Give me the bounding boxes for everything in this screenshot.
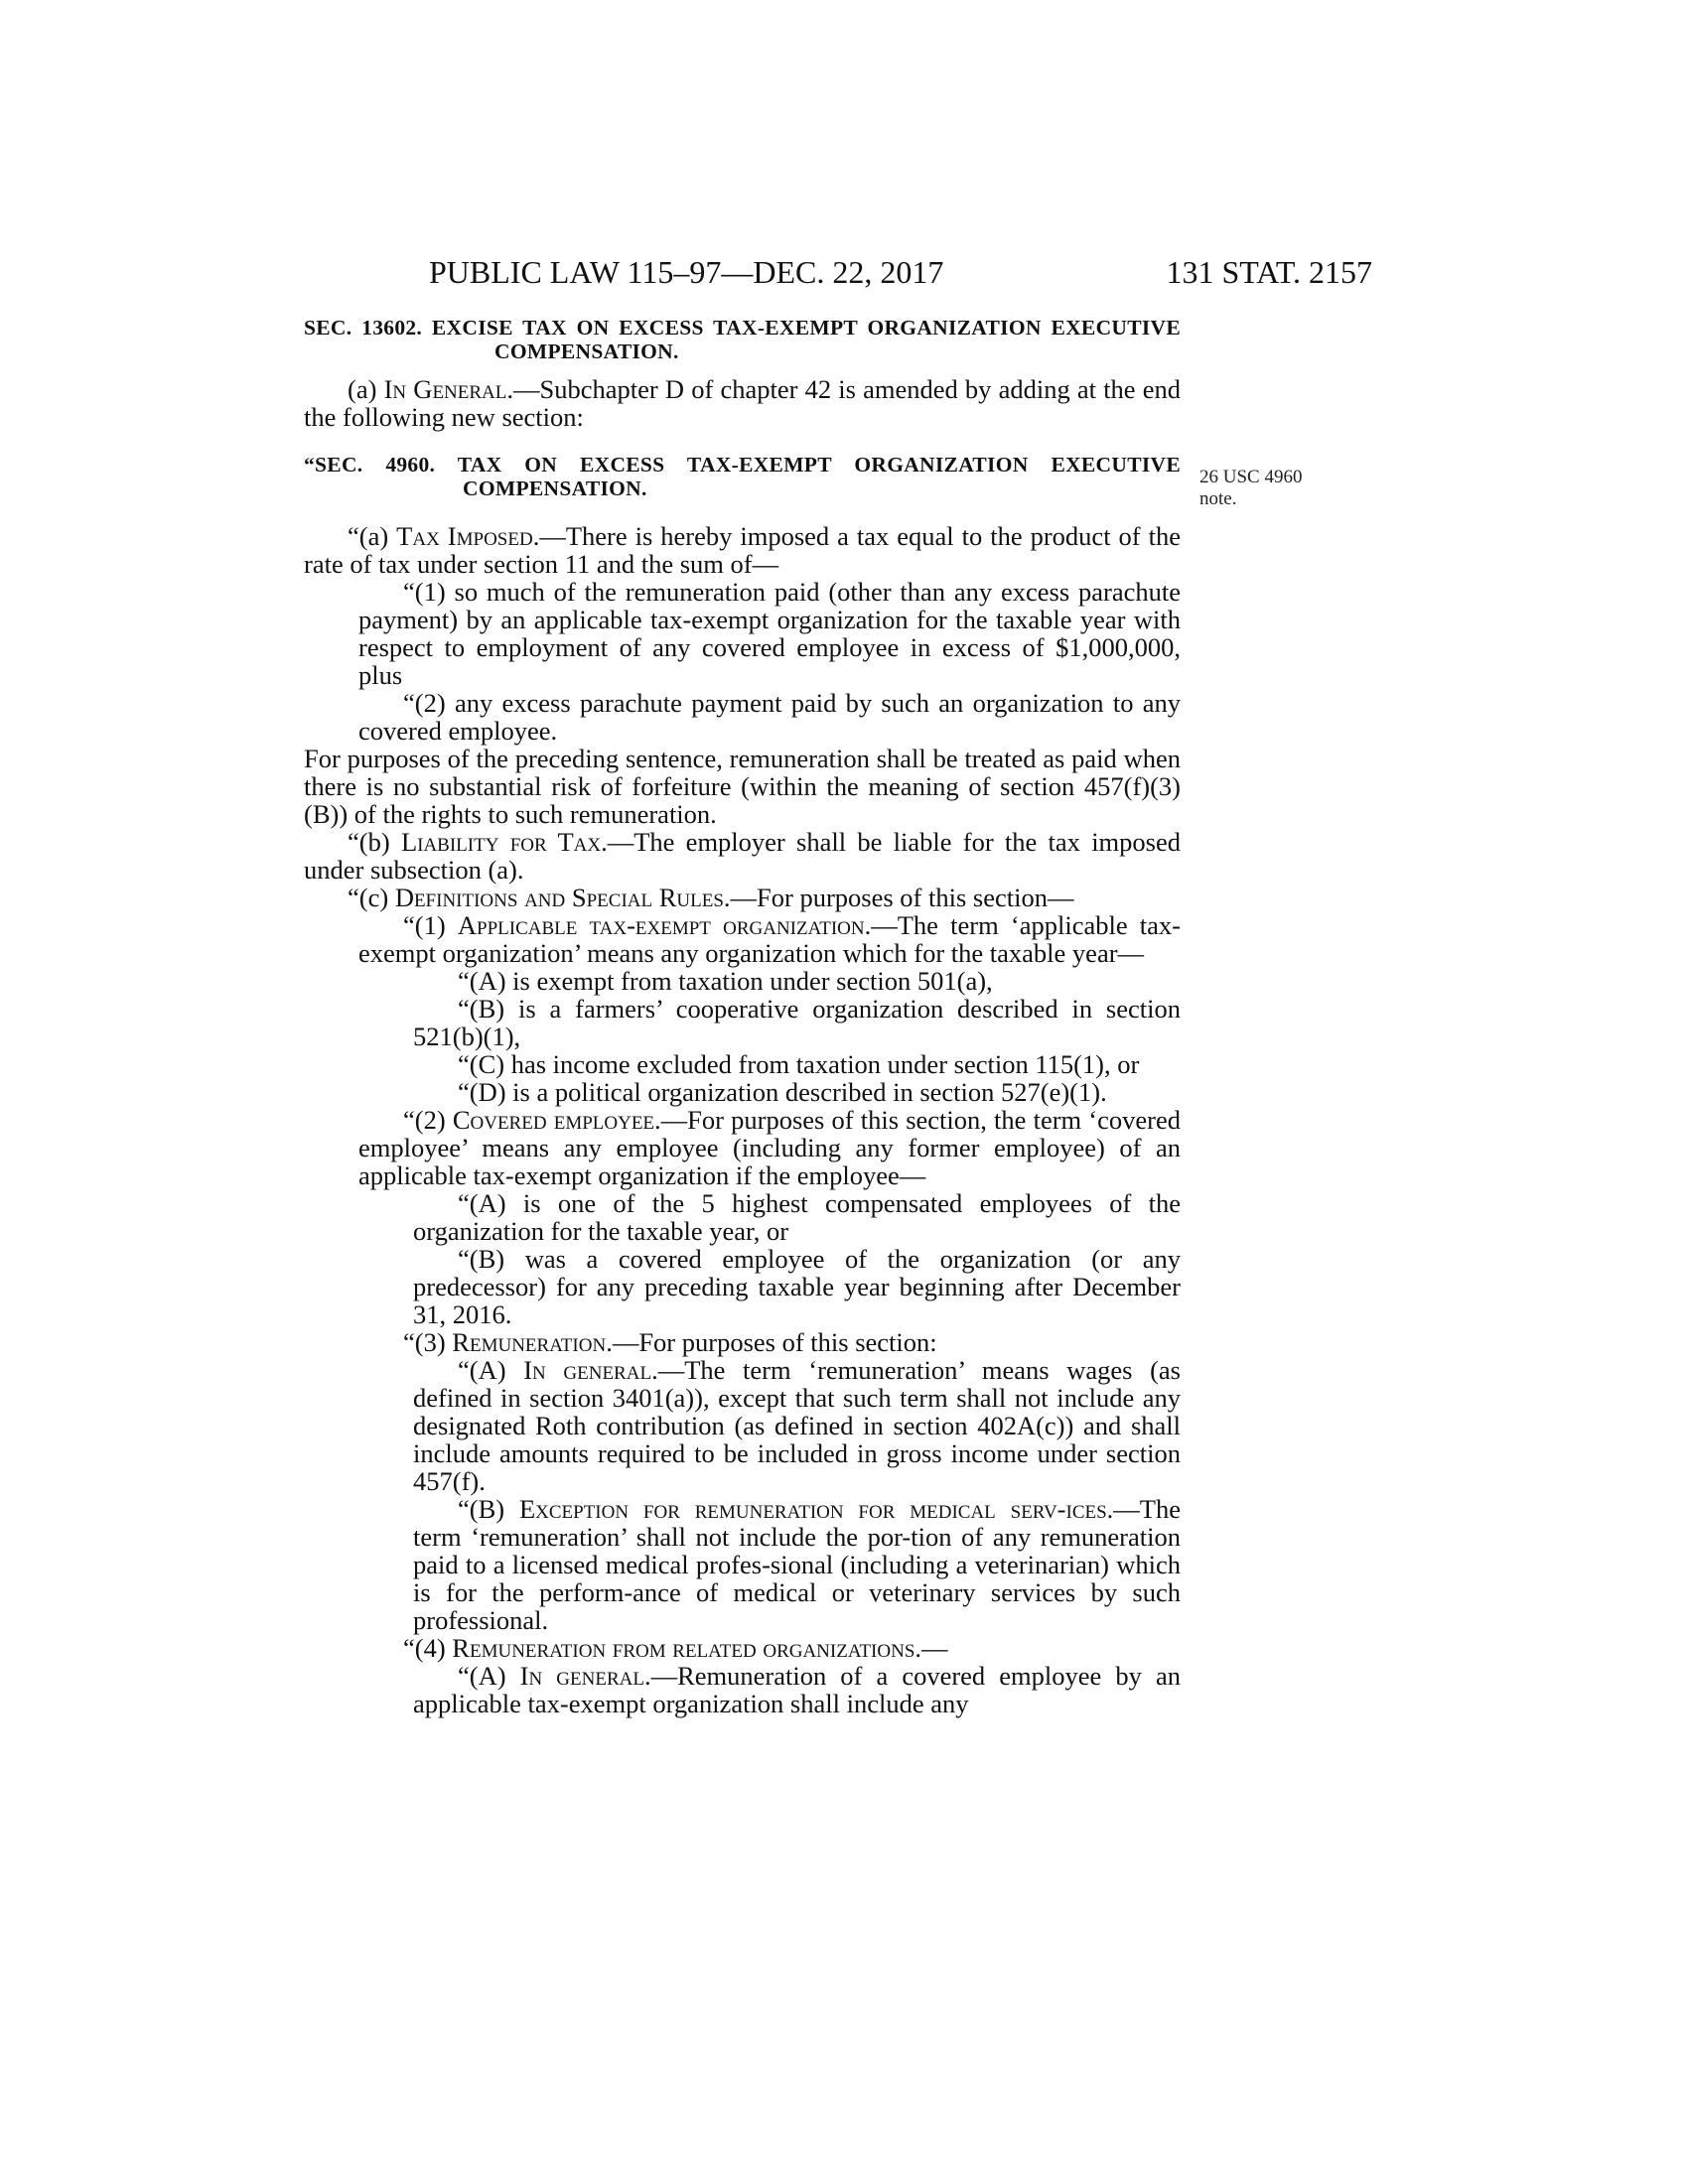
label: “(1)	[403, 910, 458, 940]
label: “(B)	[458, 1494, 519, 1524]
caption: In general	[523, 1355, 652, 1385]
text: .—Subchapter D of chapter 42 is amended by adding at the end the following new section:	[304, 374, 1181, 432]
text: .—The term ‘remuneration’ shall not include the por-tion of any remuneration paid to a licensed medical profes-sional (including a veterinarian) which is for the perform-ance of medical or veterinary services by such professional.	[413, 1494, 1181, 1635]
text: .—For purposes of this section—	[723, 883, 1074, 912]
label: “(3)	[403, 1327, 453, 1357]
section-4960-heading: “SEC. 4960. TAX ON EXCESS TAX-EXEMPT ORGANIZATION EXECUTIVE COMPENSATION.	[304, 453, 1181, 500]
caption: Liability for Tax	[400, 827, 602, 857]
text: .—	[914, 1633, 948, 1663]
paragraph-c-1-D: “(D) is a political organization described in section 527(e)(1).	[458, 1077, 1107, 1107]
text: .—Remuneration of a covered employee by an applicable tax-exempt organization shall include any	[413, 1661, 1181, 1718]
text: .—The term ‘remuneration’ means wages (as defined in section 3401(a)), except that such term shall not include any designated Roth contribution (as defined in section 402A(c)) and shall include amounts required to be included in gross income under section 457(f).	[413, 1355, 1181, 1496]
caption: Remuneration from related organizations	[452, 1633, 915, 1663]
paragraph-a-tax-imposed	[304, 522, 1181, 578]
text: .—The term ‘applicable tax-exempt organization’ means any organization which for the taxable year—	[358, 910, 1181, 968]
document-body	[304, 316, 1181, 1717]
section-13602-heading: SEC. 13602. EXCISE TAX ON EXCESS TAX-EXEMPT ORGANIZATION EXECUTIVE COMPENSATION.	[304, 316, 1181, 363]
label: “(A)	[458, 1661, 520, 1691]
margin-note-citation: 26 USC 4960	[1199, 467, 1303, 487]
text: .—The employer shall be liable for the tax imposed under subsection (a).	[304, 827, 1181, 885]
caption: Covered employee	[452, 1105, 655, 1135]
paragraph-c-3-B	[304, 1495, 1181, 1634]
label: (a)	[348, 374, 384, 404]
paragraph-c-definitions	[304, 884, 1181, 911]
caption: Applicable tax-exempt organization	[457, 910, 865, 940]
header-stat-page: 131 STAT. 2157	[1166, 254, 1372, 290]
label: “(2)	[403, 1105, 453, 1135]
header-title: PUBLIC LAW 115–97—DEC. 22, 2017	[429, 254, 944, 290]
paragraph-c-1	[304, 911, 1181, 967]
paragraph-c-1-B: “(B) is a farmers’ cooperative organization described in section 521(b)(1),	[413, 994, 1181, 1051]
label: “(4)	[403, 1633, 453, 1663]
paragraph-13602-a	[304, 375, 1181, 431]
paragraph-b-liability	[304, 828, 1181, 884]
margin-note	[1199, 467, 1348, 510]
caption: Definitions and Special Rules	[394, 883, 724, 912]
text: .—For purposes of this section:	[606, 1327, 937, 1357]
paragraph-c-2-B: “(B) was a covered employee of the organization (or any predecessor) for any preceding taxable year beginning after December 31, 2016.	[413, 1244, 1181, 1329]
paragraph-c-4-A	[304, 1662, 1181, 1717]
paragraph-c-3-A	[304, 1356, 1181, 1495]
caption: Tax Imposed	[396, 521, 533, 551]
caption: In general	[519, 1661, 644, 1691]
paragraph-c-4	[304, 1634, 1181, 1662]
paragraph-a-flush: For purposes of the preceding sentence, remuneration shall be treated as paid when there is no substantial risk of forfeiture (within the meaning of section 457(f)(3)(B)) of the rights to such remuneration.	[304, 744, 1181, 829]
paragraph-c-2-A: “(A) is one of the 5 highest compensated employees of the organization for the taxable year, or	[413, 1188, 1181, 1246]
paragraph-c-1-A: “(A) is exempt from taxation under section 501(a),	[458, 966, 993, 996]
paragraph-a-1: “(1) so much of the remuneration paid (other than any excess parachute payment) by an applicable tax-exempt organization for the taxable year with respect to employment of any covered employee in excess of $1,000,000, plus	[358, 577, 1181, 690]
caption: In General	[383, 374, 507, 404]
caption: Exception for remuneration for medical serv-ices	[518, 1494, 1107, 1524]
paragraph-c-2	[304, 1106, 1181, 1189]
text: .—There is hereby imposed a tax equal to the product of the rate of tax under section 11 and the sum of—	[304, 521, 1181, 579]
label: “(a)	[348, 521, 397, 551]
text: .—For purposes of this section, the term ‘covered employee’ means any employee (including any former employee) of an applicable tax-exempt organization if the employee—	[358, 1105, 1181, 1190]
label: “(b)	[348, 827, 401, 857]
label: “(c)	[348, 883, 395, 912]
paragraph-c-3	[304, 1328, 1181, 1356]
caption: Remuneration	[452, 1327, 607, 1357]
paragraph-a-2: “(2) any excess parachute payment paid by such an organization to any covered employee.	[358, 688, 1181, 746]
paragraph-c-1-C: “(C) has income excluded from taxation under section 115(1), or	[458, 1049, 1140, 1079]
running-header	[429, 252, 1372, 292]
margin-note-suffix: note.	[1199, 488, 1237, 509]
label: “(A)	[458, 1355, 524, 1385]
